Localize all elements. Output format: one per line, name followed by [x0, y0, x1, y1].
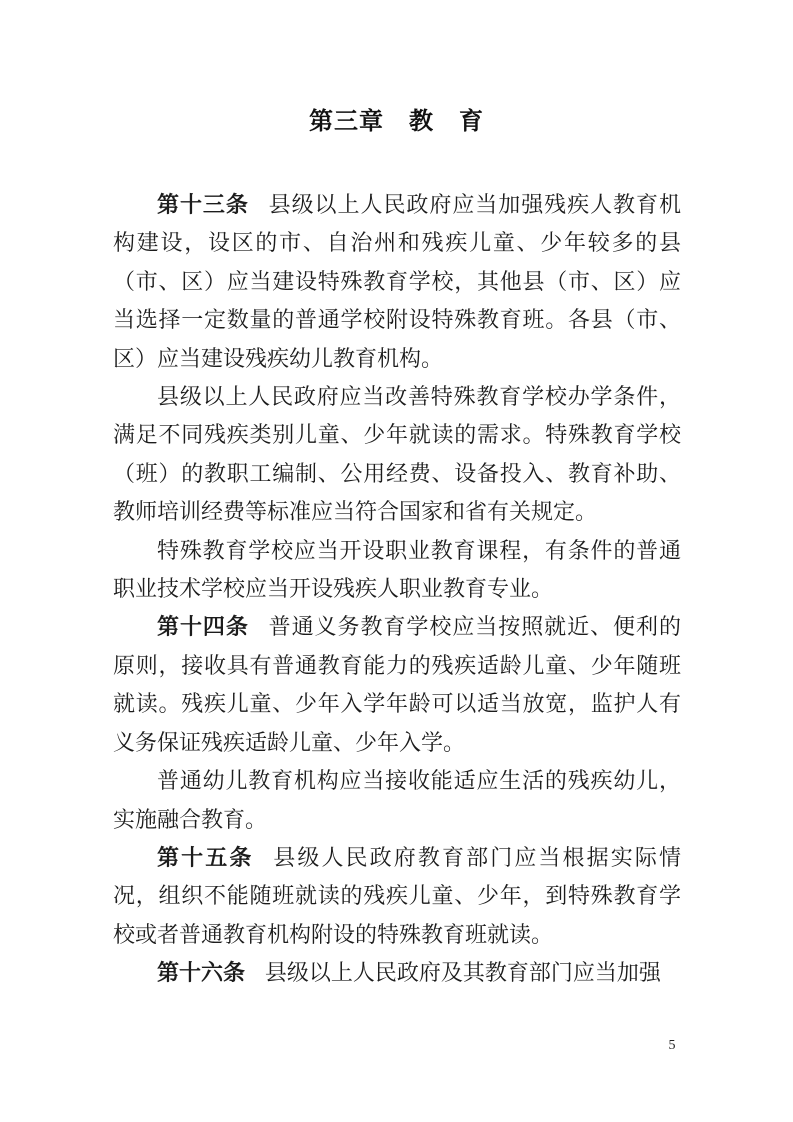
paragraph-text: 县级以上人民政府应当改善特殊教育学校办学条件，满足不同残疾类别儿童、少年就读的需求。特殊教育学校（班）的教职工编制、公用经费、设备投入、教育补助、教师培训经费等标准应当符合国家和省有关规定。: [113, 384, 681, 525]
paragraph-text: 县级人民政府教育部门应当根据实际情况，组织不能随班就读的残疾儿童、少年，到特殊教育学校或者普通教育机构附设的特殊教育班就读。: [113, 844, 681, 947]
article-number: 第十五条: [157, 844, 254, 870]
article-number: 第十四条: [157, 614, 249, 640]
chapter-title: 第三章 教 育: [309, 108, 484, 135]
paragraph-article-13: [113, 186, 681, 378]
paragraph-article-16: [113, 954, 681, 992]
paragraph-text: 县级以上人民政府应当加强残疾人教育机构建设，设区的市、自治州和残疾儿童、少年较多的县（市、区）应当建设特殊教育学校，其他县（市、区）应当选择一定数量的普通学校附设特殊教育班。各县（市、区）应当建设残疾幼儿教育机构。: [113, 192, 681, 371]
article-number: 第十六条: [157, 960, 246, 986]
paragraph-text: 普通幼儿教育机构应当接收能适应生活的残疾幼儿，实施融合教育。: [113, 768, 681, 832]
document-body: [113, 186, 681, 993]
paragraph-text: 普通义务教育学校应当按照就近、便利的原则，接收具有普通教育能力的残疾适龄儿童、少年随班就读。残疾儿童、少年入学年龄可以适当放宽，监护人有义务保证残疾适龄儿童、少年入学。: [113, 614, 681, 755]
paragraph: [113, 532, 681, 609]
paragraph-text: 特殊教育学校应当开设职业教育课程，有条件的普通职业技术学校应当开设残疾人职业教育专业。: [113, 537, 681, 602]
paragraph: [113, 378, 681, 532]
page-number: 5: [668, 1038, 676, 1053]
paragraph: [113, 762, 681, 839]
article-number: 第十三条: [157, 192, 249, 217]
paragraph-text: 县级以上人民政府及其教育部门应当加强: [264, 960, 661, 986]
paragraph-article-14: [113, 608, 681, 762]
paragraph-article-15: [113, 839, 681, 954]
